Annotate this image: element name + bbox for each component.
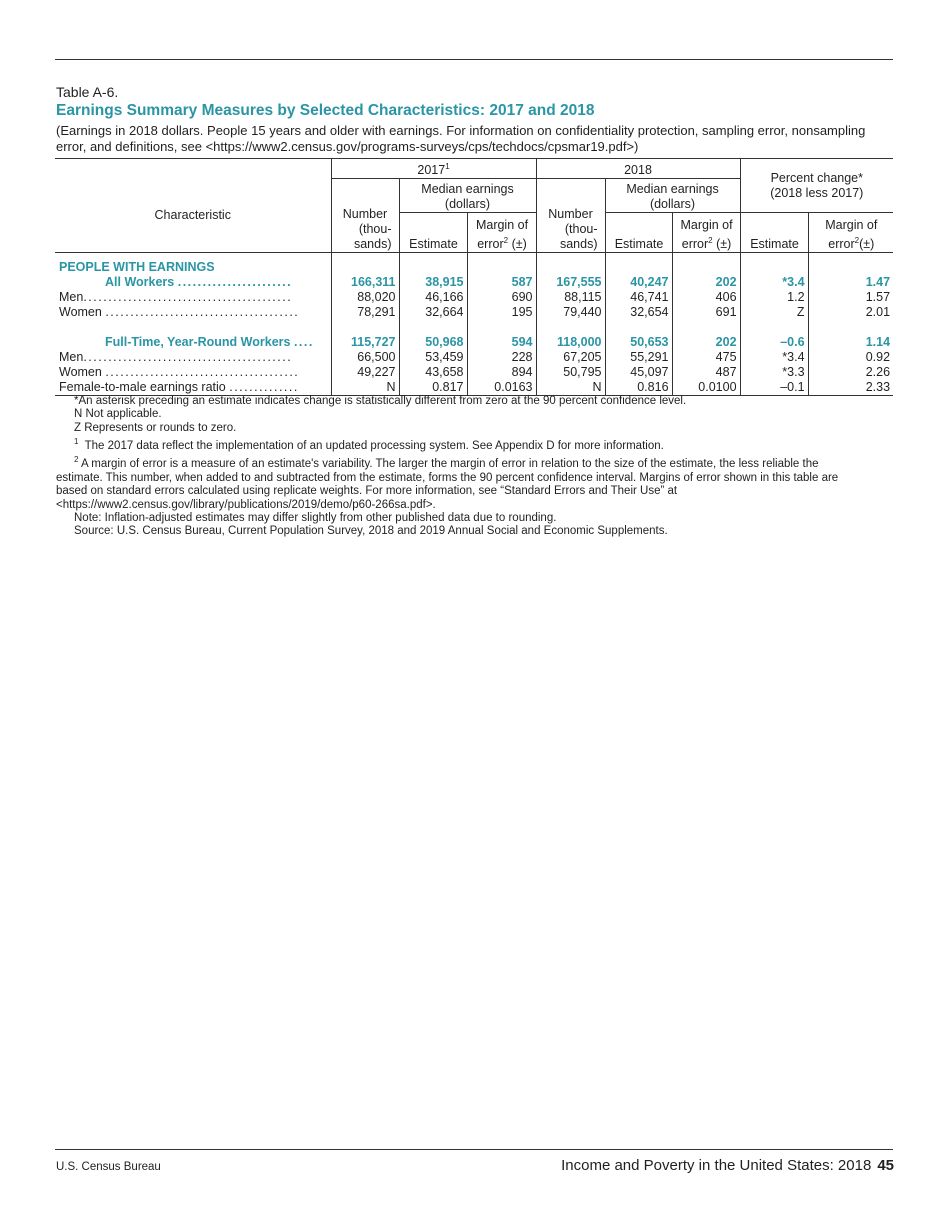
cell: 53,459 — [399, 350, 467, 365]
header-median-2017-line1: Median earnings — [421, 182, 514, 197]
cell: 40,247 — [605, 275, 672, 290]
cell: 406 — [672, 290, 740, 305]
row-label: Men.......................................... — [59, 350, 293, 365]
cell: 46,741 — [605, 290, 672, 305]
header-margin-2018-note: 2 — [708, 236, 713, 245]
table-title: Earnings Summary Measures by Selected Characteristics: 2017 and 2018 — [56, 102, 595, 119]
table-notes — [56, 395, 846, 539]
cell: 78,291 — [331, 305, 399, 320]
header-estimate-2018: Estimate — [605, 213, 672, 253]
header-percent-change — [740, 159, 893, 213]
footnote-1 — [56, 435, 846, 453]
table-row — [55, 365, 893, 380]
section-label: PEOPLE WITH EARNINGS — [59, 260, 215, 275]
table-row — [55, 380, 893, 396]
top-rule — [55, 59, 893, 60]
table-number: Table A-6. — [56, 84, 119, 100]
header-margin-change-pm: (±) — [859, 237, 875, 252]
row-label-text: Female-to-male earnings ratio — [59, 380, 226, 395]
row-label: Women ....................................... — [59, 305, 300, 320]
cell: 167,555 — [536, 275, 605, 290]
cell: 475 — [672, 350, 740, 365]
header-median-2017 — [399, 179, 536, 213]
cell: 587 — [467, 275, 536, 290]
header-estimate-2017: Estimate — [399, 213, 467, 253]
header-margin-2017-word: error — [477, 237, 504, 252]
header-margin-2017-pm: (±) — [511, 237, 527, 252]
note-z: Z Represents or rounds to zero. — [74, 421, 237, 434]
row-label: All Workers ....................... — [105, 275, 293, 290]
footnote-2 — [56, 453, 846, 511]
cell: 66,500 — [331, 350, 399, 365]
cell: 43,658 — [399, 365, 467, 380]
row-label-text: All Workers — [105, 275, 175, 290]
footer-agency: U.S. Census Bureau — [56, 1161, 161, 1173]
header-percent-change-label: Percent change* — [770, 170, 863, 185]
cell: 594 — [467, 335, 536, 350]
cell: 1.2 — [740, 290, 808, 305]
cell: 487 — [672, 365, 740, 380]
header-median-2018-line1: Median earnings — [626, 182, 719, 197]
header-number-2017-line2: (thou- — [358, 222, 392, 237]
header-median-2017-line2: (dollars) — [444, 197, 491, 212]
footnote-2-text: A margin of error is a measure of an estimate's variability. The larger the margin of error in relation to the size of the estimate, the less reliable the estimate. This number, when added to and subtracted from the estimate, forms the 90 percent confidence interval. Margins of error shown in this table are based on standard errors calculated using replicate weights. For more information, see “Standard Errors and Their Use” at <https://www2.census.gov/library/publications/2019/demo/p60-266sa.pdf>. — [56, 458, 839, 511]
footnote-1-text: The 2017 data reflect the implementation of an updated processing system. See Appendix D for more information. — [84, 440, 664, 453]
cell: 2.26 — [808, 365, 893, 380]
header-number-2017 — [331, 179, 399, 253]
header-year-2017 — [331, 159, 536, 179]
cell: 1.47 — [808, 275, 893, 290]
cell: 50,653 — [605, 335, 672, 350]
cell: Z — [740, 305, 808, 320]
cell: 202 — [672, 335, 740, 350]
header-margin-2018-pm: (±) — [716, 237, 732, 252]
cell: 79,440 — [536, 305, 605, 320]
header-margin-change-word: error — [828, 237, 855, 252]
header-margin-change — [808, 213, 893, 253]
note-n: N Not applicable. — [74, 408, 162, 421]
header-margin-2018-line2 — [677, 233, 737, 252]
cell: 88,020 — [331, 290, 399, 305]
cell: *3.4 — [740, 350, 808, 365]
cell: 1.57 — [808, 290, 893, 305]
cell: 115,727 — [331, 335, 399, 350]
row-label: Women ....................................... — [59, 365, 300, 380]
cell: 1.14 — [808, 335, 893, 350]
spacer-row — [55, 320, 893, 335]
row-label-text: Men — [59, 350, 84, 365]
header-year-2018: 2018 — [536, 159, 740, 179]
header-characteristic: Characteristic — [55, 159, 331, 253]
cell: 55,291 — [605, 350, 672, 365]
header-number-2018-line1: Number — [548, 207, 593, 222]
cell: *3.3 — [740, 365, 808, 380]
header-estimate-change: Estimate — [740, 213, 808, 253]
cell: 32,664 — [399, 305, 467, 320]
header-number-2017-line1: Number — [342, 207, 388, 222]
row-label-text: Women — [59, 305, 102, 320]
header-number-2017-line3: sands) — [353, 237, 392, 252]
table-row — [55, 290, 893, 305]
section-row — [55, 253, 893, 276]
cell: 118,000 — [536, 335, 605, 350]
header-margin-2018-line1: Margin of — [680, 218, 733, 232]
header-year-2017-label: 2017 — [417, 163, 446, 178]
cell: N — [536, 380, 605, 396]
cell: –0.6 — [740, 335, 808, 350]
cell: 2.33 — [808, 380, 893, 396]
header-margin-2017-note: 2 — [503, 236, 509, 245]
header-margin-2017-line2 — [472, 233, 533, 252]
footer-report — [561, 1157, 894, 1174]
header-margin-2017-line1: Margin of — [475, 218, 529, 232]
bottom-rule — [55, 1149, 893, 1150]
cell: 0.0100 — [672, 380, 740, 396]
header-margin-2018-word: error — [681, 237, 709, 252]
header-percent-change-sub: (2018 less 2017) — [770, 185, 864, 200]
header-year-2017-note: 1 — [445, 162, 450, 171]
row-label-text: Full-Time, Year-Round Workers — [105, 335, 291, 350]
header-margin-2018 — [672, 213, 740, 253]
cell: 67,205 — [536, 350, 605, 365]
cell: 166,311 — [331, 275, 399, 290]
row-label: Female-to-male earnings ratio .............. — [55, 380, 331, 396]
cell: 32,654 — [605, 305, 672, 320]
cell: 88,115 — [536, 290, 605, 305]
header-margin-2017 — [467, 213, 536, 253]
cell: –0.1 — [740, 380, 808, 396]
row-label: Men.......................................... — [59, 290, 293, 305]
cell: 49,227 — [331, 365, 399, 380]
table-intro: (Earnings in 2018 dollars. People 15 years and older with earnings. For information on confidentiality protection, sampling error, nonsampling error, and definitions, see <https://www2.census.gov/programs-surveys/cps/techdocs/cpsmar19.pdf>) — [56, 123, 866, 154]
row-label: Full-Time, Year-Round Workers .... — [105, 335, 314, 350]
cell: 690 — [467, 290, 536, 305]
header-margin-change-line1: Margin of — [825, 218, 878, 232]
cell: 50,968 — [399, 335, 467, 350]
header-number-2018-line2: (thou- — [564, 222, 598, 237]
header-margin-change-line2 — [813, 233, 891, 252]
cell: 38,915 — [399, 275, 467, 290]
footnote-1-mark: 1 — [74, 437, 79, 447]
table-row — [55, 350, 893, 365]
header-number-2018-line3: sands) — [559, 237, 598, 252]
cell: N — [331, 380, 399, 396]
row-label-text: Women — [59, 365, 102, 380]
cell: 50,795 — [536, 365, 605, 380]
table-row — [55, 305, 893, 320]
header-median-2018-line2: (dollars) — [649, 197, 696, 212]
cell: 46,166 — [399, 290, 467, 305]
cell: 0.0163 — [467, 380, 536, 396]
cell: 894 — [467, 365, 536, 380]
cell: 0.816 — [605, 380, 672, 396]
note-asterisk: *An asterisk preceding an estimate indicates change is statistically different from zero at the 90 percent confidence level. — [74, 395, 687, 407]
row-label-text: Men — [59, 290, 84, 305]
earnings-table — [55, 158, 893, 396]
note-inflation: Note: Inflation-adjusted estimates may differ slightly from other published data due to rounding. — [74, 511, 557, 524]
cell: 0.92 — [808, 350, 893, 365]
cell: 691 — [672, 305, 740, 320]
cell: 228 — [467, 350, 536, 365]
page-number: 45 — [877, 1157, 894, 1174]
note-source: Source: U.S. Census Bureau, Current Population Survey, 2018 and 2019 Annual Social and Economic Supplements. — [74, 525, 668, 538]
table-row — [55, 275, 893, 290]
header-margin-change-note: 2 — [854, 236, 860, 245]
header-number-2018 — [536, 179, 605, 253]
cell: *3.4 — [740, 275, 808, 290]
footnote-2-mark: 2 — [74, 455, 79, 465]
cell: 2.01 — [808, 305, 893, 320]
cell: 202 — [672, 275, 740, 290]
cell: 45,097 — [605, 365, 672, 380]
header-median-2018 — [605, 179, 740, 213]
cell: 195 — [467, 305, 536, 320]
table-row — [55, 335, 893, 350]
footer-report-title: Income and Poverty in the United States: 2018 — [561, 1157, 872, 1174]
cell: 0.817 — [399, 380, 467, 396]
